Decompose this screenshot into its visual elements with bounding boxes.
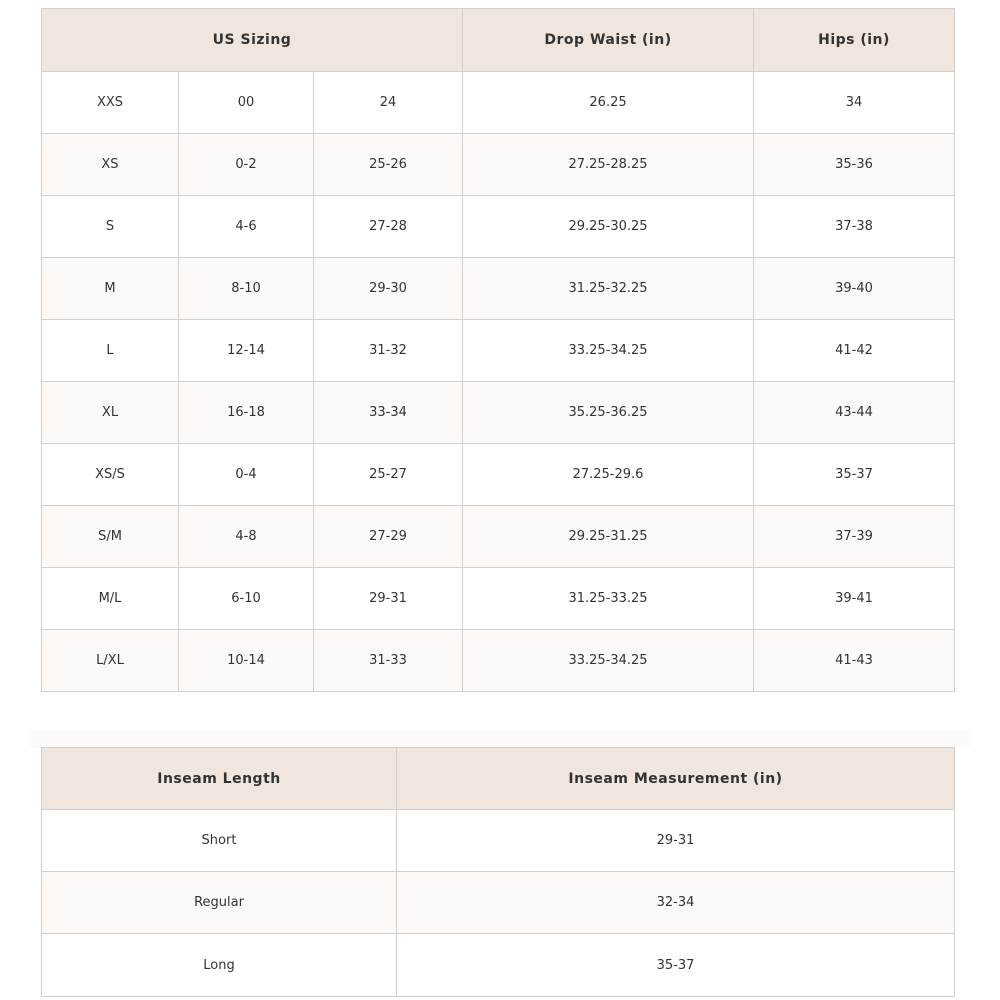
table-row	[42, 382, 955, 444]
cell-drop-waist: 29.25-31.25	[463, 506, 754, 568]
cell-drop-waist: 27.25-29.6	[463, 444, 754, 506]
cell-waist-size: 25-26	[314, 134, 463, 196]
cell-hips: 41-43	[754, 630, 955, 692]
cell-us-numeric: 6-10	[179, 568, 314, 630]
cell-waist-size: 27-28	[314, 196, 463, 258]
table-row	[42, 196, 955, 258]
cell-us-numeric: 4-6	[179, 196, 314, 258]
table-row	[42, 872, 955, 934]
cell-us-numeric: 8-10	[179, 258, 314, 320]
cell-hips: 35-37	[754, 444, 955, 506]
table-row	[42, 810, 955, 872]
cell-drop-waist: 31.25-33.25	[463, 568, 754, 630]
section-divider	[30, 730, 970, 748]
cell-size-label: S/M	[42, 506, 179, 568]
cell-waist-size: 29-31	[314, 568, 463, 630]
cell-size-label: L/XL	[42, 630, 179, 692]
cell-inseam-measurement: 32-34	[397, 872, 955, 934]
header-drop-waist: Drop Waist (in)	[463, 9, 754, 72]
cell-hips: 39-40	[754, 258, 955, 320]
table-row	[42, 134, 955, 196]
cell-us-numeric: 10-14	[179, 630, 314, 692]
cell-drop-waist: 35.25-36.25	[463, 382, 754, 444]
cell-us-numeric: 12-14	[179, 320, 314, 382]
cell-drop-waist: 31.25-32.25	[463, 258, 754, 320]
cell-drop-waist: 26.25	[463, 72, 754, 134]
cell-waist-size: 31-32	[314, 320, 463, 382]
cell-us-numeric: 0-4	[179, 444, 314, 506]
cell-hips: 35-36	[754, 134, 955, 196]
header-inseam-length: Inseam Length	[42, 748, 397, 810]
cell-size-label: M/L	[42, 568, 179, 630]
cell-size-label: L	[42, 320, 179, 382]
cell-us-numeric: 4-8	[179, 506, 314, 568]
inseam-table	[41, 747, 955, 997]
cell-us-numeric: 16-18	[179, 382, 314, 444]
cell-inseam-length: Regular	[42, 872, 397, 934]
size-chart-table	[41, 8, 955, 692]
table-row	[42, 444, 955, 506]
cell-waist-size: 27-29	[314, 506, 463, 568]
cell-hips: 34	[754, 72, 955, 134]
cell-inseam-measurement: 35-37	[397, 934, 955, 997]
header-us-sizing: US Sizing	[42, 9, 463, 72]
cell-drop-waist: 33.25-34.25	[463, 630, 754, 692]
cell-drop-waist: 29.25-30.25	[463, 196, 754, 258]
cell-size-label: XS/S	[42, 444, 179, 506]
cell-us-numeric: 0-2	[179, 134, 314, 196]
cell-hips: 37-38	[754, 196, 955, 258]
table-row	[42, 258, 955, 320]
cell-size-label: XXS	[42, 72, 179, 134]
cell-hips: 37-39	[754, 506, 955, 568]
cell-waist-size: 29-30	[314, 258, 463, 320]
table-row	[42, 320, 955, 382]
cell-us-numeric: 00	[179, 72, 314, 134]
cell-inseam-length: Long	[42, 934, 397, 997]
cell-hips: 41-42	[754, 320, 955, 382]
table-row	[42, 630, 955, 692]
cell-size-label: M	[42, 258, 179, 320]
table-row	[42, 568, 955, 630]
cell-waist-size: 31-33	[314, 630, 463, 692]
cell-hips: 43-44	[754, 382, 955, 444]
cell-inseam-length: Short	[42, 810, 397, 872]
cell-waist-size: 24	[314, 72, 463, 134]
cell-size-label: XL	[42, 382, 179, 444]
header-inseam-measurement: Inseam Measurement (in)	[397, 748, 955, 810]
table-row	[42, 934, 955, 997]
cell-hips: 39-41	[754, 568, 955, 630]
table-row	[42, 506, 955, 568]
cell-size-label: XS	[42, 134, 179, 196]
cell-waist-size: 25-27	[314, 444, 463, 506]
header-hips: Hips (in)	[754, 9, 955, 72]
inseam-header-row	[42, 748, 955, 810]
cell-waist-size: 33-34	[314, 382, 463, 444]
cell-inseam-measurement: 29-31	[397, 810, 955, 872]
cell-size-label: S	[42, 196, 179, 258]
cell-drop-waist: 27.25-28.25	[463, 134, 754, 196]
size-chart-header-row	[42, 9, 955, 72]
table-row	[42, 72, 955, 134]
cell-drop-waist: 33.25-34.25	[463, 320, 754, 382]
